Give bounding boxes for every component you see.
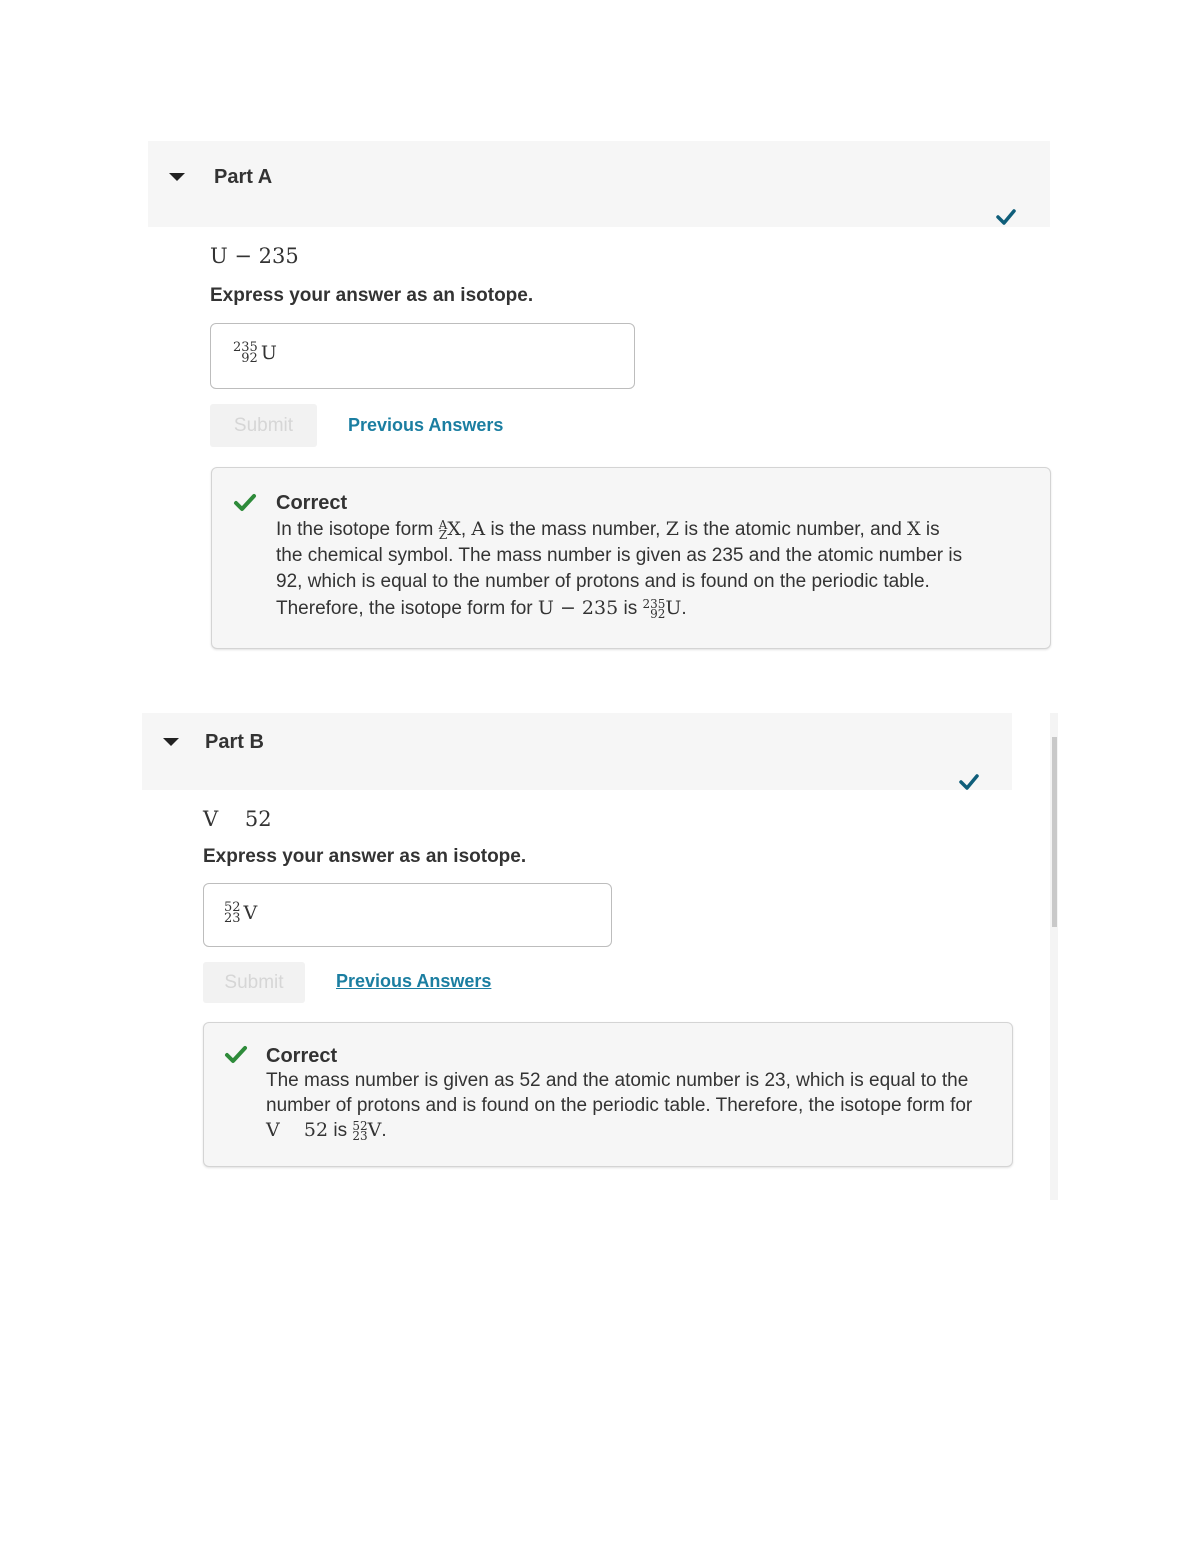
part-a-expression: U − 235: [210, 244, 299, 268]
part-a-title: Part A: [214, 166, 273, 188]
answer-isotope: [224, 902, 257, 924]
feedback-title: Correct: [276, 492, 348, 514]
completed-check-icon: [959, 774, 979, 790]
correct-check-icon: [224, 1045, 248, 1065]
mass-number: 52: [224, 900, 241, 915]
feedback-line: Therefore, the isotope form for U − 235 is 235 92 U.: [276, 596, 687, 621]
feedback-line: number of protons and is found on the periodic table. Therefore, the isotope form for: [266, 1095, 973, 1116]
completed-check-icon: [996, 209, 1016, 225]
feedback-body: [266, 1068, 1002, 1143]
collapse-caret-icon[interactable]: [169, 173, 185, 181]
scrollbar-thumb[interactable]: [1052, 737, 1057, 927]
part-b-answer-field[interactable]: [203, 883, 612, 947]
feedback-line: V 52 is 52 23 V.: [266, 1118, 387, 1143]
part-b-title: Part B: [205, 731, 264, 753]
part-b-feedback: [203, 1022, 1013, 1167]
feedback-line: The mass number is given as 52 and the atomic number is 23, which is equal to the: [266, 1070, 969, 1091]
part-b-header[interactable]: [142, 713, 1012, 790]
collapse-caret-icon[interactable]: [163, 738, 179, 746]
part-a-header[interactable]: [148, 141, 1050, 227]
scrollbar[interactable]: [1050, 713, 1058, 1200]
part-a-instruction: Express your answer as an isotope.: [210, 285, 534, 306]
atomic-number: 23: [224, 911, 241, 926]
feedback-line: 92, which is equal to the number of protons and is found on the periodic table.: [276, 571, 930, 592]
answer-isotope: [233, 342, 277, 364]
atomic-number: 92: [241, 351, 258, 366]
feedback-line: the chemical symbol. The mass number is given as 235 and the atomic number is: [276, 545, 963, 566]
part-a-answer-field[interactable]: [210, 323, 635, 389]
correct-check-icon: [233, 493, 257, 513]
part-b-expression: V 52: [203, 807, 272, 831]
submit-button[interactable]: Submit: [210, 404, 317, 447]
element-symbol: V: [243, 902, 258, 924]
element-symbol: U: [260, 342, 277, 364]
mass-number: 235: [233, 340, 258, 355]
previous-answers-link[interactable]: Previous Answers: [348, 415, 504, 435]
feedback-line: In the isotope form A Z X, A is the mass number, Z is the atomic number, and X is: [276, 517, 940, 542]
submit-button[interactable]: Submit: [203, 962, 305, 1003]
feedback-title: Correct: [266, 1045, 338, 1067]
previous-answers-link[interactable]: Previous Answers: [336, 971, 492, 991]
feedback-body: [276, 516, 1036, 622]
part-b-instruction: Express your answer as an isotope.: [203, 846, 527, 867]
part-a-feedback: [211, 467, 1051, 649]
